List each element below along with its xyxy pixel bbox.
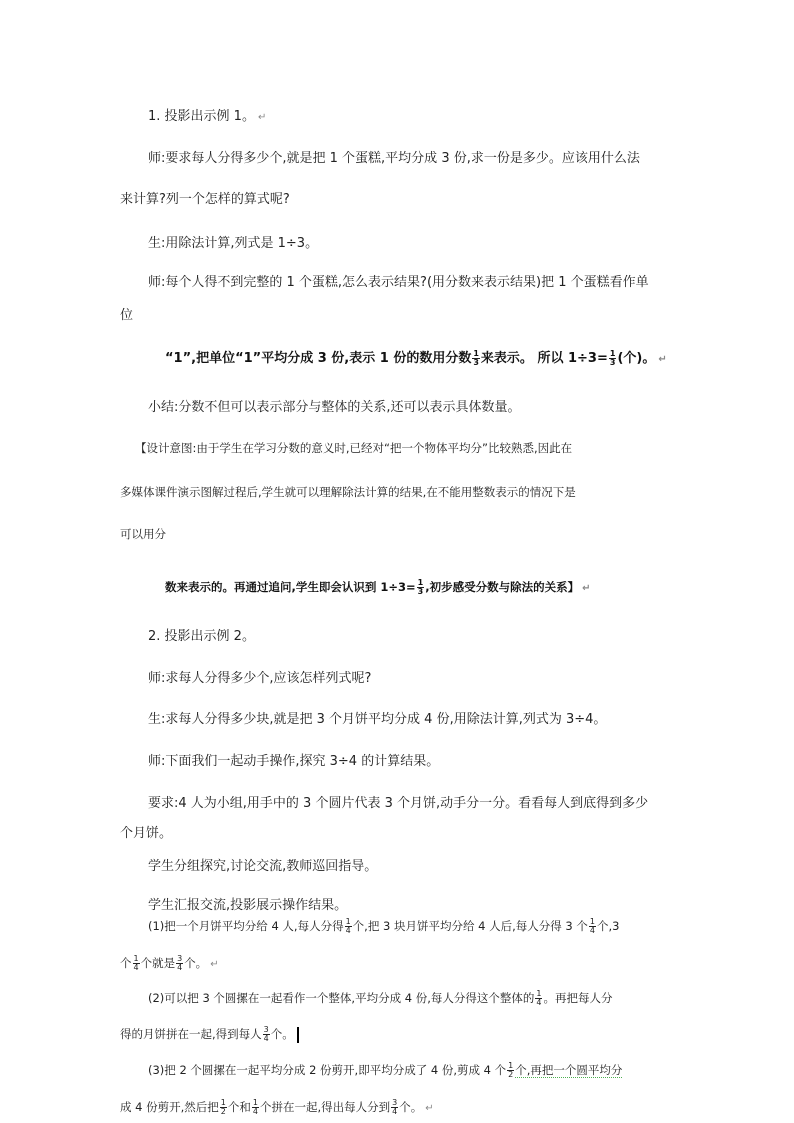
list-item-continuation: 成 4 份剪开,然后把 $\frac{1}{2}$ 个和 $\frac{1}{4}$ 个拼在一起,得出每人分到 $\frac{3}{4}$ 个。 ↵ <box>120 1098 434 1116</box>
paragraph: 生:求每人分得多少块,就是把 3 个月饼平均分成 4 份,用除法计算,列式为 3÷4。 <box>148 712 607 727</box>
fraction: $\frac{1}{3}$ <box>609 349 616 367</box>
list-item: (2)可以把 3 个圆摞在一起看作一个整体,平均分成 4 份,每人分得这个整体的 $\frac{1}{4}$ 。再把每人分 <box>148 989 613 1007</box>
list-item: (1)把一个月饼平均分给 4 人,每人分得 $\frac{1}{4}$ 个,把 3 块月饼平均分给 4 人后,每人分得 3 个 $\frac{1}{4}$ 个,3 <box>148 917 620 935</box>
fraction: $\frac{1}{4}$ <box>589 917 595 935</box>
fraction: $\frac{1}{3}$ <box>417 578 424 596</box>
paragraph: 【设计意图:由于学生在学习分数的意义时,已经对“把一个物体平均分”比较熟悉,因此在 <box>135 441 573 455</box>
paragraph: 师:要求每人分得多少个,就是把 1 个蛋糕,平均分成 3 份,求一份是多少。应该用什么法 <box>148 151 640 166</box>
fraction: $\frac{1}{4}$ <box>133 954 139 972</box>
fraction: $\frac{1}{3}$ <box>473 349 479 367</box>
fraction: $\frac{1}{4}$ <box>536 989 542 1007</box>
paragraph-continuation: 可以用分 <box>120 527 166 541</box>
paragraph-continuation: 多媒体课件演示图解过程后,学生就可以理解除法计算的结果,在不能用整数表示的情况下是 <box>120 485 576 499</box>
return-mark-icon: ↵ <box>425 1103 434 1114</box>
paragraph: 师:每个人得不到完整的 1 个蛋糕,怎么表示结果?(用分数来表示结果)把 1 个蛋糕看作单 <box>148 275 649 290</box>
paragraph: 要求:4 人为小组,用手中的 3 个圆片代表 3 个月饼,动手分一分。看看每人到底得到多少 <box>148 796 649 811</box>
paragraph-continuation: 位 <box>120 308 134 323</box>
paragraph: 学生分组探究,讨论交流,教师巡回指导。 <box>148 859 378 874</box>
text: 来表示。 所以 1÷3= <box>480 351 608 366</box>
fraction: $\frac{1}{4}$ <box>252 1098 258 1116</box>
return-mark-icon: ↵ <box>257 112 267 123</box>
fraction: $\frac{3}{4}$ <box>392 1098 398 1116</box>
text-cursor[interactable] <box>297 1027 299 1043</box>
fraction: $\frac{1}{2}$ <box>508 1061 514 1079</box>
paragraph-continuation: 个月饼。 <box>120 826 173 841</box>
text: ,初步感受分数与除法的关系】 <box>425 580 580 594</box>
list-item-continuation: 得的月饼拼在一起,得到每人 $\frac{3}{4}$ 个。 <box>120 1024 299 1044</box>
return-mark-icon: ↵ <box>582 583 591 594</box>
paragraph <box>148 107 266 128</box>
fraction: $\frac{3}{4}$ <box>177 954 183 972</box>
list-item-continuation: 个 $\frac{1}{4}$ 个就是 $\frac{3}{4}$ 个。 ↵ <box>120 954 219 972</box>
text: (个)。 <box>617 351 656 366</box>
text: 数来表示的。再通过追问,学生即会认识到 1÷3= <box>165 580 416 594</box>
clipped-line: 学生汇报交流,投影展示操作结果。 <box>148 898 348 913</box>
fraction: $\frac{3}{4}$ <box>263 1025 269 1043</box>
text: 1. 投影出示例 1。 <box>148 109 255 124</box>
return-mark-icon: ↵ <box>210 959 219 970</box>
paragraph-bold <box>165 577 591 599</box>
paragraph: 师:求每人分得多少个,应该怎样列式呢? <box>148 671 372 686</box>
fraction: $\frac{1}{2}$ <box>220 1098 226 1116</box>
text: “1”,把单位“1”平均分成 3 份,表示 1 份的数用分数 <box>165 351 472 366</box>
fraction: $\frac{1}{4}$ <box>345 917 351 935</box>
paragraph: 小结:分数不但可以表示部分与整体的关系,还可以表示具体数量。 <box>148 400 521 415</box>
paragraph-bold <box>165 349 667 370</box>
return-mark-icon: ↵ <box>658 354 667 365</box>
paragraph: 2. 投影出示例 2。 <box>148 629 255 644</box>
paragraph: 师:下面我们一起动手操作,探究 3÷4 的计算结果。 <box>148 754 440 769</box>
list-item: (3)把 2 个圆摞在一起平均分成 2 份剪开,即平均分成了 4 份,剪成 4 个 $\frac{1}{2}$ 个,再把一个圆平均分 <box>148 1061 623 1079</box>
paragraph-continuation: 来计算?列一个怎样的算式呢? <box>120 192 290 207</box>
paragraph: 生:用除法计算,列式是 1÷3。 <box>148 236 319 251</box>
